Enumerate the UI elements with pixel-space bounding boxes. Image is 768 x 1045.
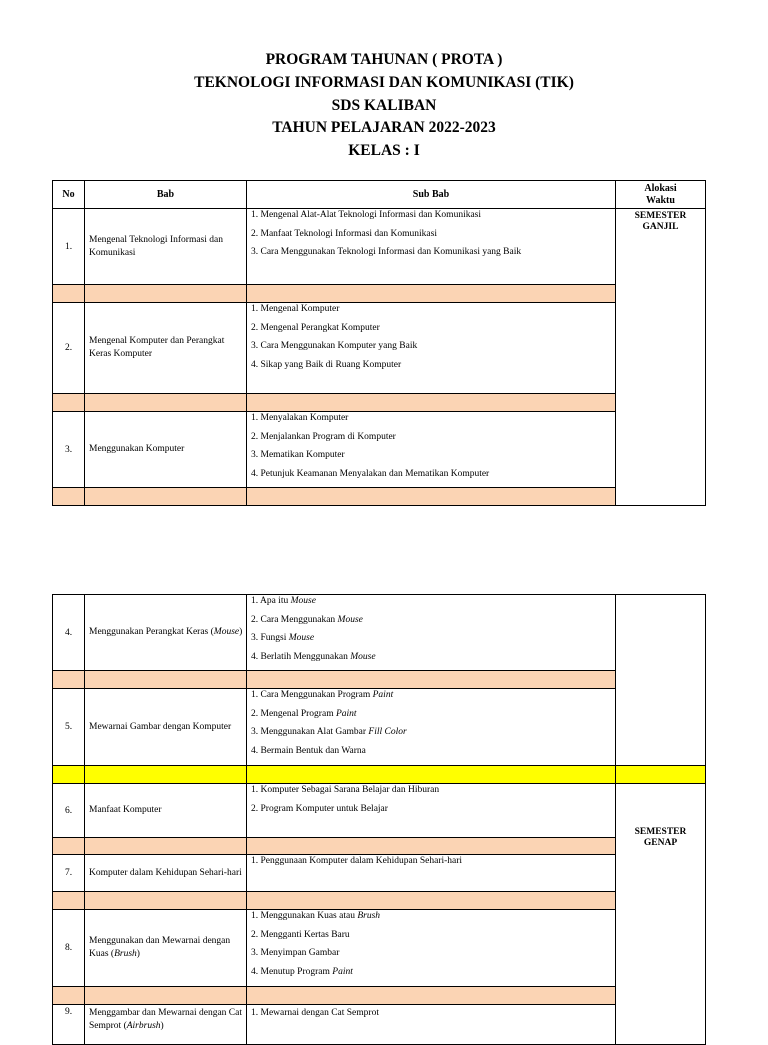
separator-row-highlight: [53, 766, 706, 784]
semester-label: SEMESTER: [634, 827, 687, 837]
row-sub-bab: [247, 910, 616, 987]
row-no: 3.: [53, 412, 85, 488]
sub-item: 1. Mewarnai dengan Cat Semprot: [251, 1008, 379, 1018]
table-row: [53, 1005, 706, 1045]
header-alokasi-label: Alokasi: [644, 182, 677, 194]
row-sub-bab: [247, 595, 616, 671]
title-line-5: KELAS : I: [348, 142, 420, 159]
sub-item: 2. Program Komputer untuk Belajar: [251, 803, 388, 814]
sub-item: 4. Petunjuk Keamanan Menyalakan dan Mematikan Komputer: [251, 468, 490, 479]
bab-text: Menggambar dan Mewarnai dengan Cat Semprot (: [89, 1008, 243, 1031]
row-bab: Komputer dalam Kehidupan Sehari-hari: [85, 855, 247, 892]
header-alokasi-waktu: [616, 181, 706, 209]
row-sub-bab: [247, 855, 616, 892]
sub-item: 1. Komputer Sebagai Sarana Belajar dan Hiburan: [251, 785, 440, 795]
row-bab: [85, 1005, 247, 1045]
row-no: 9.: [53, 1005, 85, 1045]
separator-row: [53, 838, 706, 855]
separator-row: [53, 488, 706, 506]
title-line-2: TEKNOLOGI INFORMASI DAN KOMUNIKASI (TIK): [194, 74, 574, 91]
row-bab: Mewarnai Gambar dengan Komputer: [85, 689, 247, 766]
sub-item: 3. Cara Menggunakan Teknologi Informasi dan Komunikasi yang Baik: [251, 247, 522, 257]
row-no: 5.: [53, 689, 85, 766]
prota-table-ganjil: [52, 180, 706, 506]
row-bab: [85, 595, 247, 671]
row-sub-bab: [247, 1005, 616, 1045]
row-no: 6.: [53, 784, 85, 838]
semester-name: GENAP: [643, 838, 678, 848]
header-sub-bab: Sub Bab: [247, 181, 616, 209]
row-bab: Manfaat Komputer: [85, 784, 247, 838]
sub-item: 3. Mematikan Komputer: [251, 450, 345, 460]
row-no: 2.: [53, 303, 85, 394]
row-sub-bab: [247, 209, 616, 285]
row-no: 7.: [53, 855, 85, 892]
bab-text: Menggunakan Perangkat Keras (: [89, 627, 214, 637]
sub-item: 2. Mengenal Program Paint: [251, 708, 357, 719]
header-waktu-label: Waktu: [646, 194, 675, 206]
bab-italic: Brush: [114, 949, 137, 959]
row-no: 4.: [53, 595, 85, 671]
separator-row: [53, 394, 706, 412]
row-no: 8.: [53, 910, 85, 987]
sub-item: 1. Mengenal Alat-Alat Teknologi Informasi dan Komunikasi: [251, 210, 482, 220]
semester-genap-cell: [616, 784, 706, 1045]
sub-item: 3. Menyimpan Gambar: [251, 948, 340, 958]
row-sub-bab: [247, 303, 616, 394]
bab-italic: Airbrush: [126, 1021, 161, 1031]
alokasi-cell-empty: [616, 595, 706, 766]
bab-text-end: ): [239, 627, 243, 637]
sub-item: 2. Mengenal Perangkat Komputer: [251, 322, 380, 333]
sub-item: 1. Menggunakan Kuas atau Brush: [251, 911, 381, 921]
table-header-row: [53, 181, 706, 209]
sub-item: 1. Apa itu Mouse: [251, 596, 316, 606]
sub-item: 4. Bermain Bentuk dan Warna: [251, 745, 366, 756]
row-no: 1.: [53, 209, 85, 285]
bab-text-end: ): [160, 1021, 164, 1031]
title-line-3: SDS KALIBAN: [331, 97, 437, 114]
sub-item: 2. Cara Menggunakan Mouse: [251, 614, 363, 625]
semester-name: GANJIL: [642, 222, 679, 232]
row-bab: [85, 910, 247, 987]
sub-item: 2. Mengganti Kertas Baru: [251, 929, 350, 940]
table-row: [53, 412, 706, 488]
sub-item: 2. Menjalankan Program di Komputer: [251, 431, 396, 442]
header-bab: Bab: [85, 181, 247, 209]
separator-row: [53, 892, 706, 910]
row-sub-bab: [247, 689, 616, 766]
sub-item: 1. Penggunaan Komputer dalam Kehidupan Sehari-hari: [251, 856, 463, 866]
sub-item: 3. Cara Menggunakan Komputer yang Baik: [251, 341, 418, 351]
table-row: [53, 910, 706, 987]
table-row: [53, 303, 706, 394]
bab-text: Menggunakan dan Mewarnai dengan Kuas (: [89, 936, 231, 959]
table-row: [53, 784, 706, 838]
header-no: No: [53, 181, 85, 209]
row-bab: Mengenal Komputer dan Perangkat Keras Komputer: [85, 303, 247, 394]
sub-item: 4. Sikap yang Baik di Ruang Komputer: [251, 359, 402, 370]
row-bab: Menggunakan Komputer: [85, 412, 247, 488]
title-line-4: TAHUN PELAJARAN 2022-2023: [272, 119, 496, 136]
table-row: [53, 595, 706, 671]
table-row: [53, 855, 706, 892]
row-bab: Mengenal Teknologi Informasi dan Komunikasi: [85, 209, 247, 285]
bab-italic: Mouse: [213, 627, 240, 637]
sub-item: 4. Menutup Program Paint: [251, 966, 353, 977]
separator-row: [53, 285, 706, 303]
row-sub-bab: [247, 784, 616, 838]
bab-text-end: ): [136, 949, 140, 959]
sub-item: 1. Menyalakan Komputer: [251, 413, 349, 423]
sub-item: 3. Menggunakan Alat Gambar Fill Color: [251, 727, 407, 737]
sub-item: 1. Mengenal Komputer: [251, 304, 340, 314]
prota-table-genap: [52, 594, 706, 1045]
title-line-1: PROGRAM TAHUNAN ( PROTA ): [265, 51, 503, 68]
table-row: [53, 689, 706, 766]
row-sub-bab: [247, 412, 616, 488]
separator-row: [53, 671, 706, 689]
semester-ganjil-cell: [616, 209, 706, 506]
semester-label: SEMESTER: [634, 211, 687, 221]
sub-item: 4. Berlatih Menggunakan Mouse: [251, 651, 376, 662]
sub-item: 1. Cara Menggunakan Program Paint: [251, 690, 394, 700]
sub-item: 3. Fungsi Mouse: [251, 633, 315, 643]
table-row: [53, 209, 706, 285]
sub-item: 2. Manfaat Teknologi Informasi dan Komunikasi: [251, 228, 437, 239]
separator-row: [53, 987, 706, 1005]
